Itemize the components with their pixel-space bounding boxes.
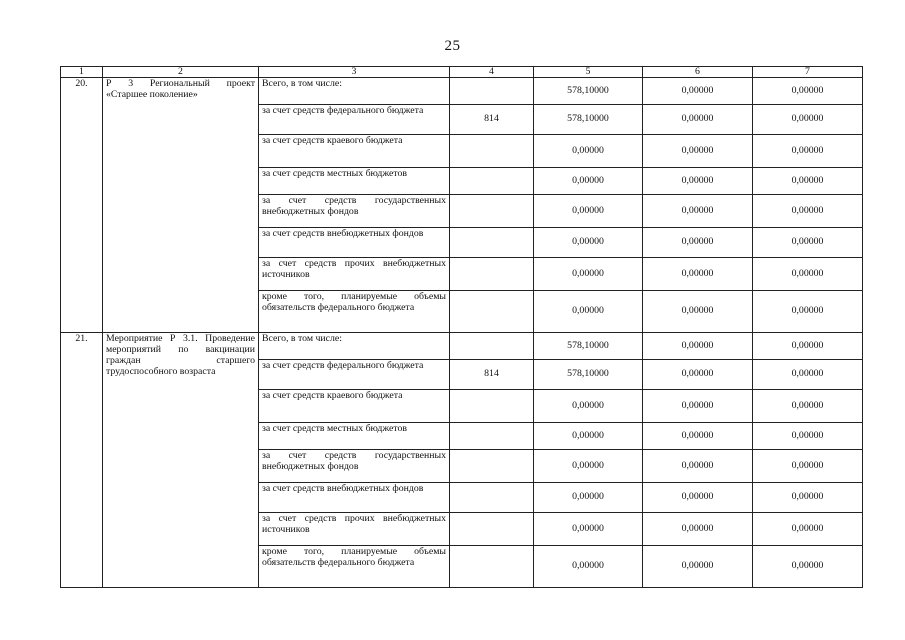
value-col7: 0,00000 — [753, 423, 863, 450]
budget-table — [60, 66, 863, 588]
funding-source: за счет средств внебюджетных фондов — [259, 228, 450, 258]
value-col6: 0,00000 — [643, 228, 753, 258]
value-col5: 0,00000 — [534, 483, 643, 513]
code-cell — [450, 195, 534, 228]
value-col7: 0,00000 — [753, 360, 863, 390]
value-col5: 0,00000 — [534, 168, 643, 195]
code-cell — [450, 228, 534, 258]
value-col5: 0,00000 — [534, 135, 643, 168]
column-header: 4 — [450, 67, 534, 78]
column-number-row — [61, 67, 863, 78]
funding-source: за счет средств государственных внебюджетных фондов — [259, 450, 450, 483]
code-cell — [450, 546, 534, 588]
value-col7: 0,00000 — [753, 195, 863, 228]
funding-source: кроме того, планируемые объемы обязательств федерального бюджета — [259, 546, 450, 588]
code-cell — [450, 291, 534, 333]
value-col7: 0,00000 — [753, 78, 863, 105]
value-col5: 0,00000 — [534, 450, 643, 483]
value-col7: 0,00000 — [753, 333, 863, 360]
value-col5: 0,00000 — [534, 546, 643, 588]
value-col5: 0,00000 — [534, 258, 643, 291]
value-col7: 0,00000 — [753, 228, 863, 258]
column-header: 3 — [259, 67, 450, 78]
value-col7: 0,00000 — [753, 483, 863, 513]
value-col6: 0,00000 — [643, 513, 753, 546]
item-number: 20. — [61, 78, 103, 333]
value-col5: 578,10000 — [534, 333, 643, 360]
code-cell — [450, 333, 534, 360]
value-col5: 578,10000 — [534, 105, 643, 135]
value-col5: 0,00000 — [534, 291, 643, 333]
value-col6: 0,00000 — [643, 333, 753, 360]
code-cell — [450, 390, 534, 423]
value-col7: 0,00000 — [753, 450, 863, 483]
column-header: 7 — [753, 67, 863, 78]
value-col7: 0,00000 — [753, 513, 863, 546]
table-row — [61, 333, 863, 360]
column-header: 2 — [103, 67, 259, 78]
funding-source: Всего, в том числе: — [259, 78, 450, 105]
value-col6: 0,00000 — [643, 390, 753, 423]
value-col5: 0,00000 — [534, 228, 643, 258]
table-row — [61, 78, 863, 105]
column-header: 5 — [534, 67, 643, 78]
value-col6: 0,00000 — [643, 195, 753, 228]
value-col6: 0,00000 — [643, 291, 753, 333]
funding-source: за счет средств местных бюджетов — [259, 423, 450, 450]
funding-source: за счет средств внебюджетных фондов — [259, 483, 450, 513]
value-col5: 0,00000 — [534, 423, 643, 450]
value-col6: 0,00000 — [643, 423, 753, 450]
value-col5: 0,00000 — [534, 513, 643, 546]
funding-source: кроме того, планируемые объемы обязательств федерального бюджета — [259, 291, 450, 333]
value-col5: 0,00000 — [534, 390, 643, 423]
code-cell: 814 — [450, 360, 534, 390]
code-cell — [450, 513, 534, 546]
code-cell — [450, 168, 534, 195]
column-header: 6 — [643, 67, 753, 78]
funding-source: за счет средств государственных внебюджетных фондов — [259, 195, 450, 228]
funding-source: за счет средств краевого бюджета — [259, 135, 450, 168]
value-col6: 0,00000 — [643, 78, 753, 105]
value-col6: 0,00000 — [643, 483, 753, 513]
value-col7: 0,00000 — [753, 258, 863, 291]
item-name: Мероприятие Р 3.1. Проведение мероприятий по вакцинации граждан старшего трудоспособного возраста — [103, 333, 259, 588]
value-col7: 0,00000 — [753, 546, 863, 588]
value-col7: 0,00000 — [753, 168, 863, 195]
item-number: 21. — [61, 333, 103, 588]
code-cell — [450, 450, 534, 483]
value-col6: 0,00000 — [643, 360, 753, 390]
column-header: 1 — [61, 67, 103, 78]
funding-source: за счет средств местных бюджетов — [259, 168, 450, 195]
value-col7: 0,00000 — [753, 135, 863, 168]
value-col6: 0,00000 — [643, 168, 753, 195]
code-cell — [450, 258, 534, 291]
funding-source: за счет средств федерального бюджета — [259, 105, 450, 135]
value-col5: 578,10000 — [534, 78, 643, 105]
code-cell — [450, 423, 534, 450]
page-number: 25 — [444, 38, 461, 54]
funding-source: за счет средств федерального бюджета — [259, 360, 450, 390]
funding-source: за счет средств краевого бюджета — [259, 390, 450, 423]
value-col5: 578,10000 — [534, 360, 643, 390]
value-col7: 0,00000 — [753, 105, 863, 135]
value-col7: 0,00000 — [753, 291, 863, 333]
value-col6: 0,00000 — [643, 546, 753, 588]
item-name: Р 3 Региональный проект «Старшее поколение» — [103, 78, 259, 333]
value-col7: 0,00000 — [753, 390, 863, 423]
value-col6: 0,00000 — [643, 258, 753, 291]
value-col6: 0,00000 — [643, 450, 753, 483]
code-cell: 814 — [450, 105, 534, 135]
code-cell — [450, 78, 534, 105]
value-col6: 0,00000 — [643, 105, 753, 135]
funding-source: за счет средств прочих внебюджетных источников — [259, 258, 450, 291]
value-col6: 0,00000 — [643, 135, 753, 168]
code-cell — [450, 483, 534, 513]
code-cell — [450, 135, 534, 168]
value-col5: 0,00000 — [534, 195, 643, 228]
funding-source: Всего, в том числе: — [259, 333, 450, 360]
funding-source: за счет средств прочих внебюджетных источников — [259, 513, 450, 546]
